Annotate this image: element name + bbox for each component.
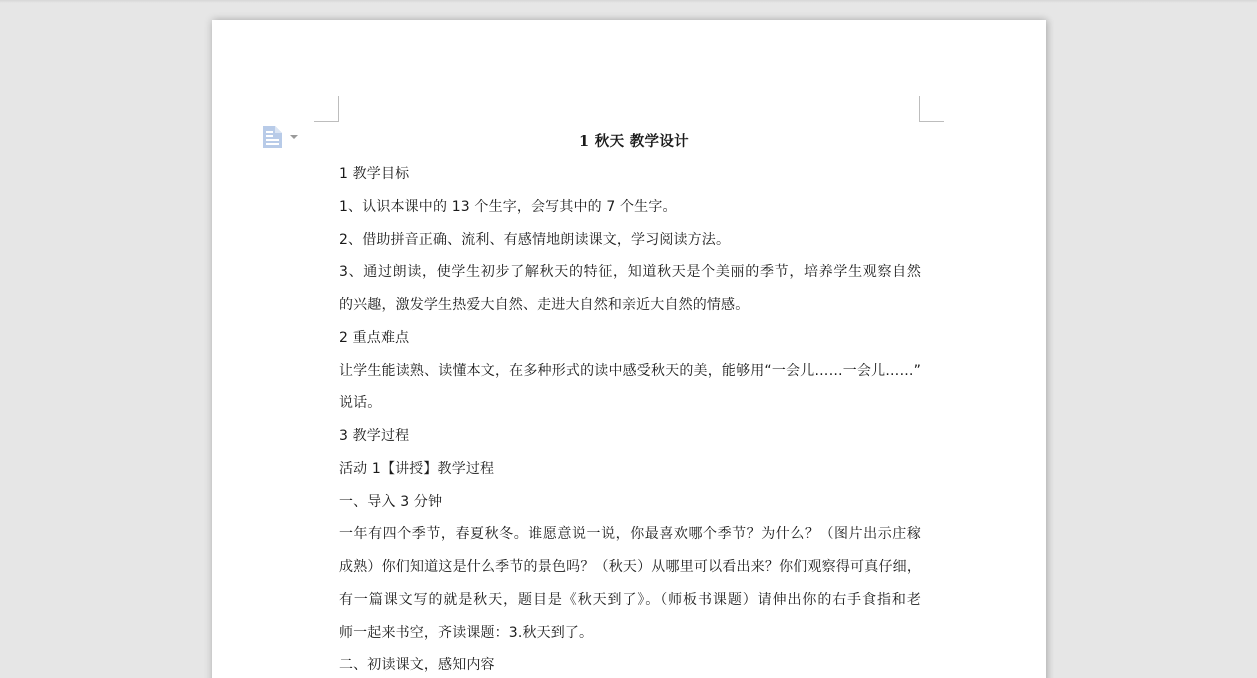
heading-teaching-goals: 1 教学目标 xyxy=(339,166,410,182)
document-page[interactable] xyxy=(212,20,1046,678)
heading-teaching-process: 3 教学过程 xyxy=(339,428,410,444)
heading-key-points: 2 重点难点 xyxy=(339,329,410,346)
goal-item-3-line-2: 的兴趣，激发学生热爱大自然、走进大自然和亲近大自然的情感。 xyxy=(339,297,750,313)
activity-1-heading: 活动 1【讲授】教学过程 xyxy=(339,460,495,477)
document-title: 1 秋天 教学设计 xyxy=(579,133,689,150)
document-body[interactable] xyxy=(339,125,921,678)
section-intro-heading: 一、导入 3 分钟 xyxy=(339,493,443,510)
goal-item-1: 1、认识本课中的 13 个生字，会写其中的 7 个生字。 xyxy=(339,198,677,215)
section-first-reading-heading: 二、初读课文，感知内容 xyxy=(339,657,495,674)
goal-item-2: 2、借助拼音正确、流利、有感情地朗读课文，学习阅读方法。 xyxy=(339,231,731,248)
intro-paragraph-line-1: 一年有四个季节，春夏秋冬。谁愿意说一说，你最喜欢哪个季节？为什么？（图片出示庄稼 xyxy=(339,526,921,543)
goal-item-3-line-1: 3、通过朗读，使学生初步了解秋天的特征，知道秋天是个美丽的季节，培养学生观察自然 xyxy=(339,264,921,281)
margin-corner-mark-top-left xyxy=(314,96,339,122)
margin-corner-mark-top-right xyxy=(919,96,944,122)
paragraph-menu-button[interactable] xyxy=(263,125,303,149)
intro-paragraph-line-2: 成熟）你们知道这是什么季节的景色吗？（秋天）从哪里可以看出来？你们观察得可真仔细， xyxy=(339,559,921,575)
document-paragraph-icon xyxy=(263,126,282,148)
toolbar-shadow-edge xyxy=(0,0,1257,3)
key-points-line-1: 让学生能读熟、读懂本文，在多种形式的读中感受秋天的美，能够用“一会儿……一会儿……” xyxy=(339,362,921,379)
caret-down-icon xyxy=(290,135,298,139)
intro-paragraph-line-4: 师一起来书空，齐读课题：3.秋天到了。 xyxy=(339,624,594,641)
intro-paragraph-line-3: 有一篇课文写的就是秋天，题目是《秋天到了》。（师板书课题）请伸出你的右手食指和老 xyxy=(339,591,921,608)
key-points-line-2: 说话。 xyxy=(339,395,382,412)
